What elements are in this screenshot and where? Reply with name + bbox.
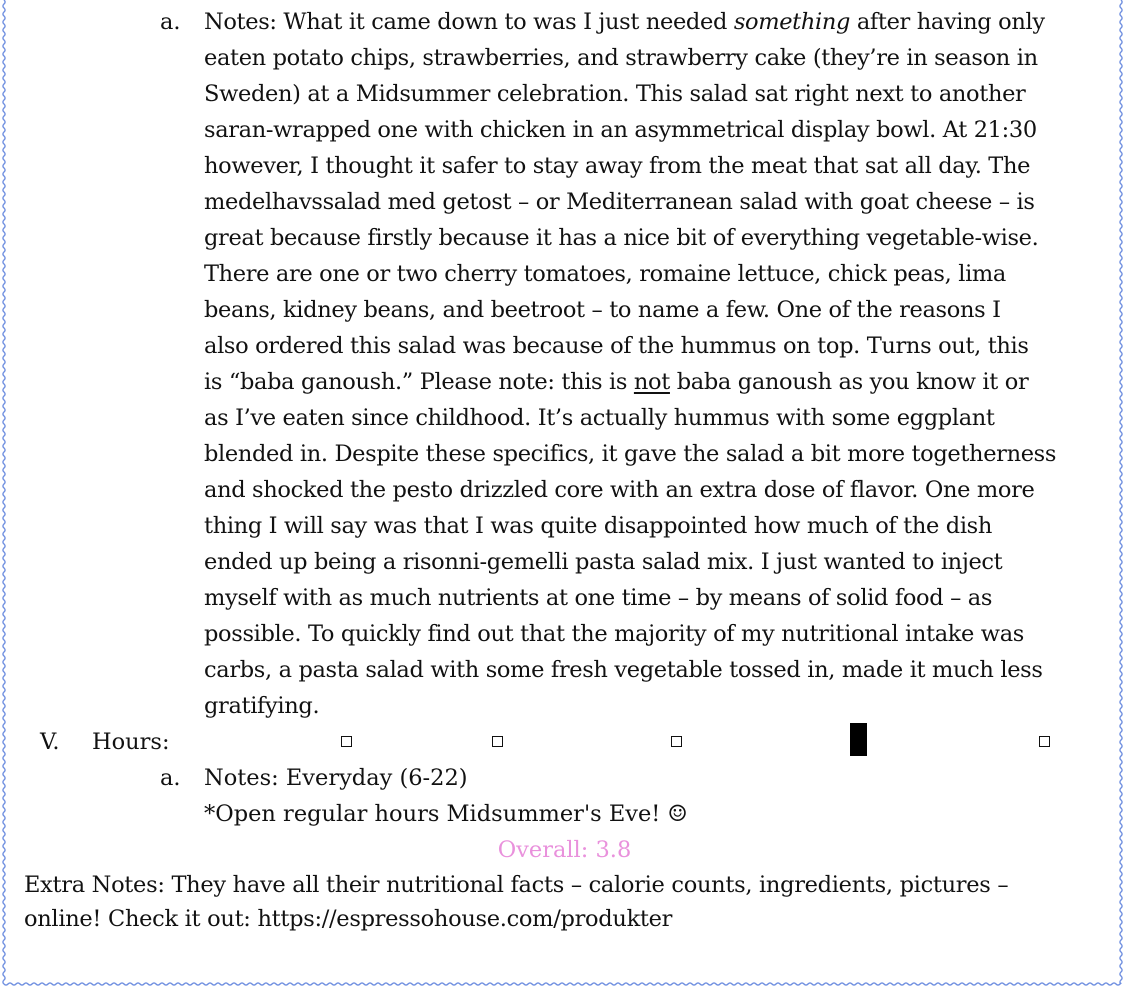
hours-list-numeral: V. (40, 729, 60, 755)
hours-notes-marker: a. (160, 765, 181, 791)
notes-line: and shocked the pesto drizzled core with an extra dose of flavor. One more (204, 477, 1035, 503)
checkbox-5[interactable] (1039, 736, 1050, 747)
hours-notes-line: *Open regular hours Midsummer's Eve! ☺ (204, 801, 688, 827)
notes-line: medelhavssalad med getost – or Mediterranean salad with goat cheese – is (204, 189, 1035, 215)
notes-line: is “baba ganoush.” Please note: this is not baba ganoush as you know it or (204, 369, 1029, 395)
notes-line: ended up being a risonni-gemelli pasta salad mix. I just wanted to inject (204, 549, 1003, 575)
notes-list-marker: a. (160, 9, 181, 35)
notes-line: as I’ve eaten since childhood. It’s actually hummus with some eggplant (204, 405, 995, 431)
extra-notes (24, 868, 1008, 936)
notes-line: eaten potato chips, strawberries, and strawberry cake (they’re in season in (204, 45, 1038, 71)
notes-line: also ordered this salad was because of the hummus on top. Turns out, this (204, 333, 1029, 359)
notes-line: saran-wrapped one with chicken in an asymmetrical display bowl. At 21:30 (204, 117, 1037, 143)
notes-line: great because firstly because it has a nice bit of everything vegetable-wise. (204, 225, 1039, 251)
notes-line: carbs, a pasta salad with some fresh vegetable tossed in, made it much less (204, 657, 1043, 683)
checkbox-2[interactable] (492, 736, 503, 747)
extra-notes-line: online! Check it out: https://espressohouse.com/produkter (24, 906, 673, 932)
checkbox-4[interactable] (850, 723, 867, 756)
extra-notes-line: Extra Notes: They have all their nutritional facts – calorie counts, ingredients, pictures – (24, 872, 1009, 898)
notes-paragraph (204, 4, 1114, 724)
underlined-word: not (633, 369, 670, 395)
checkbox-3[interactable] (671, 736, 682, 747)
notes-line: Sweden) at a Midsummer celebration. This salad sat right next to another (204, 81, 1026, 107)
notes-line: gratifying. (204, 693, 320, 719)
notes-line: thing I will say was that I was quite disappointed how much of the dish (204, 513, 993, 539)
notes-line: Notes: What it came down to was I just needed something after having only (204, 9, 1045, 35)
notes-line: however, I thought it safer to stay away from the meat that sat all day. The (204, 153, 1031, 179)
notes-line: There are one or two cherry tomatoes, romaine lettuce, chick peas, lima (204, 261, 1006, 287)
notes-line: possible. To quickly find out that the majority of my nutritional intake was (204, 621, 1024, 647)
hours-label: Hours: (92, 729, 170, 755)
notes-line: myself with as much nutrients at one time – by means of solid food – as (204, 585, 993, 611)
notes-line: blended in. Despite these specifics, it gave the salad a bit more togetherness (204, 441, 1057, 467)
notes-line: beans, kidney beans, and beetroot – to name a few. One of the reasons I (204, 297, 1001, 323)
hours-notes-line: Notes: Everyday (6-22) (204, 765, 468, 791)
overall-rating: Overall: 3.8 (497, 837, 632, 863)
checkbox-1[interactable] (341, 736, 352, 747)
